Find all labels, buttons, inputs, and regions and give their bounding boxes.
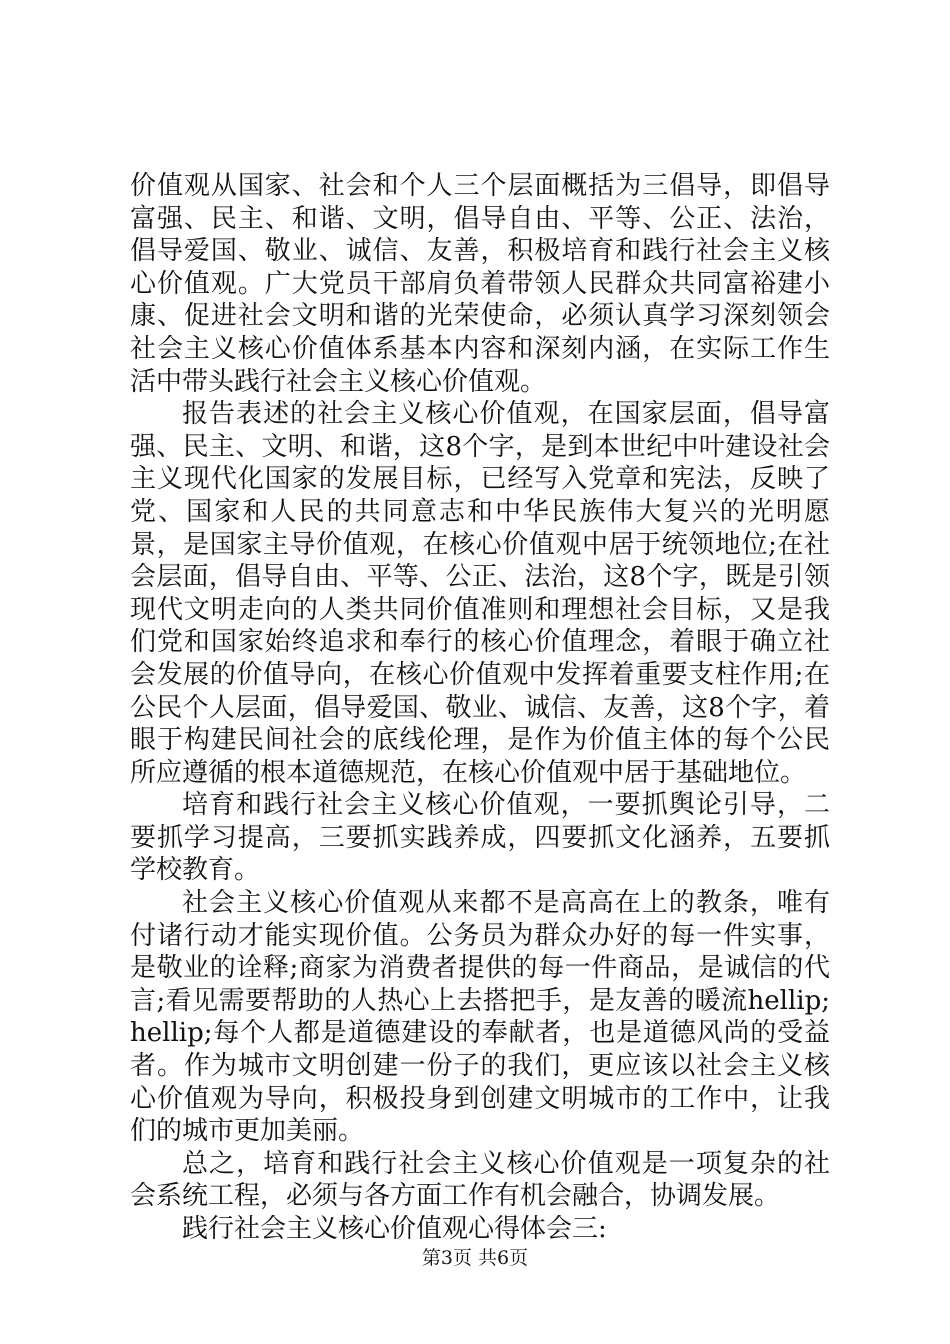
paragraph: 价值观从国家、社会和个人三个层面概括为三倡导，即倡导富强、民主、和谐、文明，倡导自由、平等、公正、法治，倡导爱国、敬业、诚信、友善，积极培育和践行社会主义核心价值观。广大党员干部肩负着带领人民群众共同富裕建小康、促进社会文明和谐的光荣使命，必须认真学习深刻领会社会主义核心价值体系基本内容和深刻内涵，在实际工作生活中带头践行社会主义核心价值观。 xyxy=(130,171,830,397)
paragraph: 报告表述的社会主义核心价值观，在国家层面，倡导富强、民主、文明、和谐，这8个字，是到本世纪中叶建设社会主义现代化国家的发展目标，已经写入党章和宪法，反映了党、国家和人民的共同意志和中华民族伟大复兴的光明愿景，是国家主导价值观，在核心价值观中居于统领地位;在社会层面，倡导自由、平等、公正、法治，这8个字，既是引领现代文明走向的人类共同价值准则和理想社会目标，又是我们党和国家始终追求和奉行的核心价值理念，着眼于确立社会发展的价值导向，在核心价值观中发挥着重要支柱作用;在公民个人层面，倡导爱国、敬业、诚信、友善，这8个字，着眼于构建民间社会的底线伦理，是作为价值主体的每个公民所应遵循的根本道德规范，在核心价值观中居于基础地位。 xyxy=(130,399,830,788)
paragraph: 社会主义核心价值观从来都不是高高在上的教条，唯有付诸行动才能实现价值。公务员为群众办好的每一件实事，是敬业的诠释;商家为消费者提供的每一件商品，是诚信的代言;看见需要帮助的人热心上去搭把手，是友善的暖流hellip;hellip;每个人都是道德建设的奉献者，也是道德风尚的受益者。作为城市文明创建一份子的我们，更应该以社会主义核心价值观为导向，积极投身到创建文明城市的工作中，让我们的城市更加美丽。 xyxy=(130,888,830,1147)
document-body xyxy=(130,170,830,1246)
paragraph: 总之，培育和践行社会主义核心价值观是一项复杂的社会系统工程，必须与各方面工作有机会融合，协调发展。 xyxy=(130,1148,830,1212)
page-number-footer: 第3页 共6页 xyxy=(421,1247,529,1269)
paragraph: 培育和践行社会主义核心价值观，一要抓舆论引导，二要抓学习提高，三要抓实践养成，四要抓文化涵养，五要抓学校教育。 xyxy=(130,790,830,886)
paragraph: 践行社会主义核心价值观心得体会三: xyxy=(182,1214,607,1244)
